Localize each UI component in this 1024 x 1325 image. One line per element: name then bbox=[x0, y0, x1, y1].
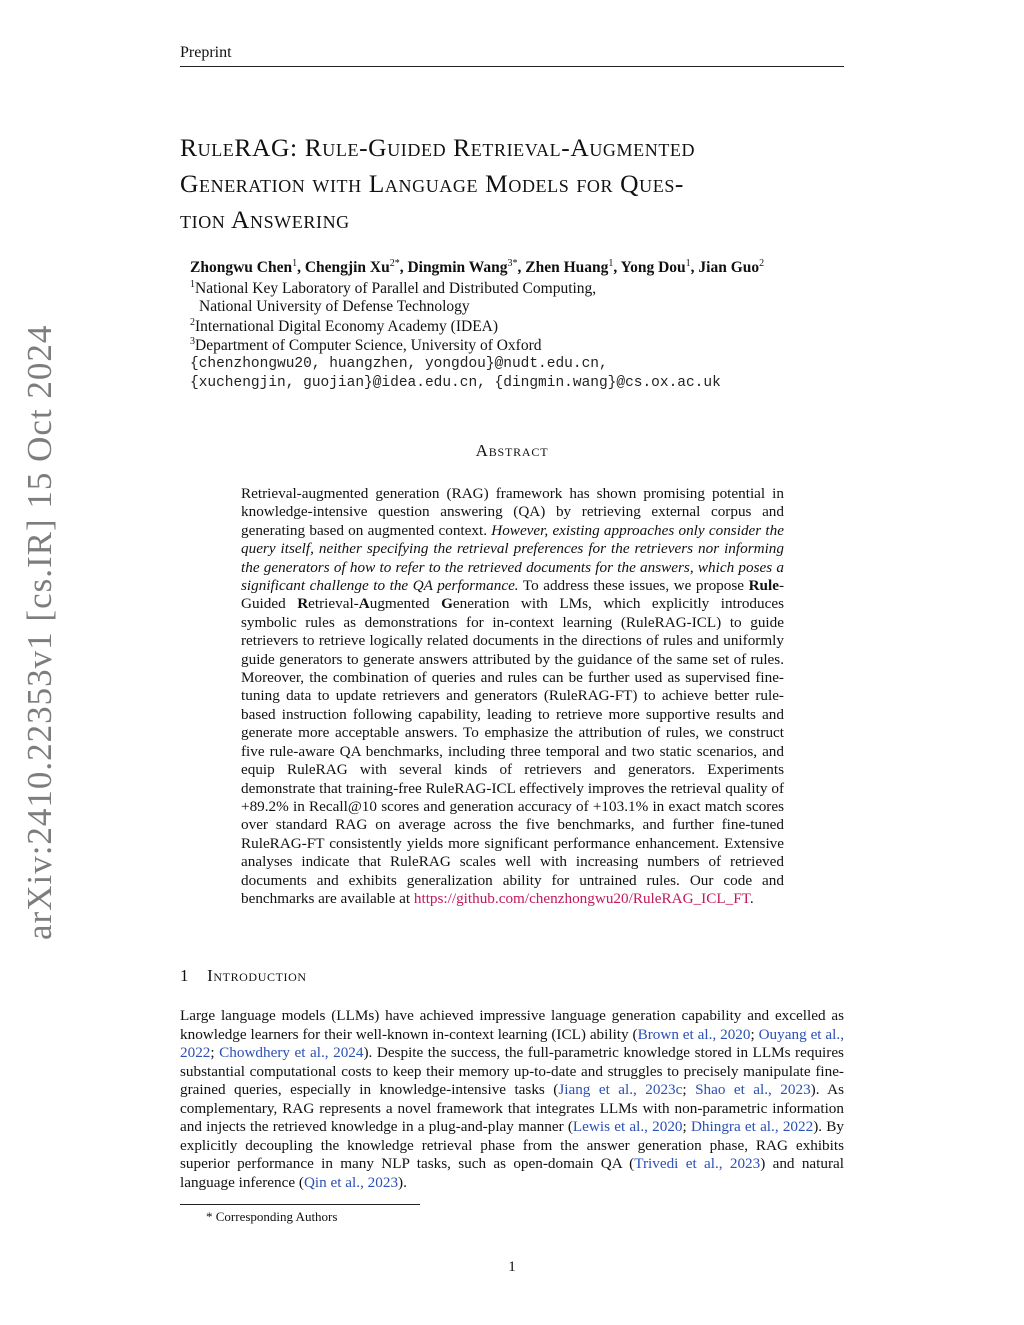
author-sup: 2 bbox=[759, 258, 765, 269]
affiliation-2 bbox=[190, 317, 498, 336]
intro-text: ; bbox=[682, 1081, 696, 1098]
abstract-bold: G bbox=[441, 595, 453, 613]
intro-text: ; bbox=[750, 1025, 759, 1043]
abstract-text: . bbox=[749, 889, 754, 907]
citation-link[interactable]: Lewis et al., 2020 bbox=[572, 1118, 683, 1135]
author-sup: 1 bbox=[608, 258, 614, 269]
abstract-text: -Guided bbox=[241, 577, 784, 613]
author-name: Zhongwu Chen bbox=[190, 259, 293, 277]
title-line-3: tion Answering bbox=[180, 205, 350, 234]
intro-text: ; bbox=[682, 1118, 691, 1135]
intro-text: ). By explicitly decoupling the knowledge retrieval phase from the answer generation phase, RAG exhibits superior performance in many NLP tasks, such as open-domain QA ( bbox=[180, 1118, 844, 1172]
author-list: Zhongwu Chen$^1$, Chengjin $Xu^{2*}$, Dingmin Wang$^{3*}$, Zhen Huang$^1$, Yong Dou$^1$, Jian Guo$^2$ bbox=[190, 258, 765, 277]
citation-link[interactable]: Chowdhery et al., 2024 bbox=[219, 1044, 364, 1061]
section-title: Introduction bbox=[207, 966, 307, 985]
page-number: 1 bbox=[508, 1259, 516, 1275]
section-number: 1 bbox=[180, 966, 190, 985]
intro-text: ; bbox=[210, 1044, 220, 1061]
author-name: Dingmin Wang bbox=[407, 259, 508, 277]
abstract-bold: Rule bbox=[748, 577, 779, 595]
author-name: Zhen Huang bbox=[525, 259, 609, 277]
intro-text: Large language models (LLMs) have achieved impressive language generation capability and excelled as knowledge learners for their well-known in-context learning (ICL) ability ( bbox=[180, 1007, 844, 1043]
arxiv-stamp: arXiv:2410.22353v1 [cs.IR] 15 Oct 2024 bbox=[20, 324, 59, 940]
citation-link[interactable]: Brown et al., 2020 bbox=[637, 1025, 751, 1043]
citation-link[interactable]: Ouyang et al., 2022 bbox=[180, 1025, 844, 1061]
email-line-2: {xuchengjin, guojian}@idea.edu.cn, {dingmin.wang}@cs.ox.ac.uk bbox=[190, 375, 721, 391]
title-line-2: Generation with Language Models for Ques- bbox=[180, 169, 685, 198]
aff-sup: 2 bbox=[190, 317, 195, 328]
abstract-text: To address these issues, we propose bbox=[518, 577, 749, 595]
aff-text: Department of Computer Science, University of Oxford bbox=[195, 337, 542, 355]
author-name: Yong Dou bbox=[620, 259, 686, 277]
abstract-text: etrieval- bbox=[308, 595, 359, 613]
affiliation-3 bbox=[190, 336, 542, 355]
section-heading-introduction bbox=[180, 966, 307, 986]
abstract-bold: R bbox=[297, 595, 309, 613]
introduction-paragraph bbox=[180, 1007, 844, 1192]
email-line-1: {chenzhongwu20, huangzhen, yongdou}@nudt.edu.cn, bbox=[190, 356, 608, 372]
abstract-bold: A bbox=[358, 595, 370, 613]
abstract-text: Retrieval-augmented generation (RAG) framework has shown promising potential in knowledge-intensive question answering (QA) by retrieving external corpus and generating based on augmented context. bbox=[241, 485, 784, 539]
citation-link[interactable]: Qin et al., 2023 bbox=[303, 1173, 399, 1191]
aff-text: International Digital Economy Academy (IDEA) bbox=[195, 318, 499, 336]
abstract-text: ugmented bbox=[369, 595, 442, 613]
abstract-body bbox=[241, 485, 784, 908]
footnote-rule bbox=[180, 1204, 420, 1205]
citation-link[interactable]: Dhingra et al., 2022 bbox=[690, 1118, 814, 1135]
intro-text: ). Despite the success, the full-parametric knowledge stored in LLMs requires substantial computational costs to keep their memory up-to-date and struggles to precisely manipulate fine-grained queries, especially in knowledge-intensive tasks ( bbox=[180, 1044, 844, 1098]
abstract-italic: However, existing approaches only consider the query itself, neither specifying the retrieval preferences for the retrievers nor informing the generators of how to refer to the retrieved documents for the answers, which poses a significant challenge to the QA performance. bbox=[241, 521, 784, 595]
code-link[interactable]: https://github.com/chenzhongwu20/RuleRAG_ICL_FT bbox=[413, 889, 750, 907]
author-name: Jian Guo bbox=[698, 259, 760, 277]
aff-text: National Key Laboratory of Parallel and Distributed Computing, bbox=[195, 280, 597, 298]
title-line-1: RuleRAG: Rule-Guided Retrieval-Augmented bbox=[180, 133, 696, 162]
intro-text: ). As complementary, RAG represents a novel framework that integrates LLMs with non-parametric information and injects the retrieved knowledge in a plug-and-play manner ( bbox=[180, 1081, 845, 1135]
author-sup: 1 bbox=[685, 258, 691, 269]
author-name: Chengjin Xu bbox=[304, 259, 390, 277]
intro-text: ). bbox=[398, 1173, 407, 1191]
abstract-text: eneration with LMs, which explicitly introduces symbolic rules as demonstrations for in-context learning (RuleRAG-ICL) to guide retrievers to retrieve logically related documents in the directions of rules and uniformly guide generators to generate answers attributed by the guidance of the same set of rules. Moreover, the combination of queries and rules can be further used as supervised fine-tuning data to update retrievers and generators (RuleRAG-FT) to achieve better rule-based instruction following capability, leading to retrieve more supportive results and generate more acceptable answers. To emphasize the attribution of rules, we construct five rule-aware QA benchmarks, including three temporal and two static scenarios, and equip RuleRAG with several kinds of retrievers and generators. Experiments demonstrate that training-free RuleRAG-ICL effectively improves the retrieval quality of +89.2% in Recall@10 scores and generation accuracy of +103.1% in exact match scores over standard RAG on average across the five benchmarks, and further fine-tuned RuleRAG-FT consistently yields more significant performance enhancement. Extensive analyses indicate that RuleRAG scales well with increasing numbers of retrieved documents and exhibits generalization ability for untrained rules. Our code and benchmarks are available at bbox=[241, 595, 785, 907]
footnote: * Corresponding Authors bbox=[206, 1209, 338, 1224]
author-sup: 1 bbox=[292, 258, 298, 269]
aff-sup: 1 bbox=[190, 279, 195, 290]
affiliation-1 bbox=[190, 279, 596, 298]
affiliation-1-cont: National University of Defense Technology bbox=[199, 298, 470, 315]
abstract-heading: Abstract bbox=[475, 441, 549, 460]
aff-sup: 3 bbox=[190, 336, 195, 347]
author-sup: 3* bbox=[507, 258, 518, 269]
header-rule bbox=[180, 66, 844, 67]
intro-text: ) and natural language inference ( bbox=[180, 1155, 845, 1191]
citation-link[interactable]: Trivedi et al., 2023 bbox=[634, 1155, 761, 1172]
running-header: Preprint bbox=[180, 44, 232, 61]
author-sup: 2* bbox=[389, 258, 400, 269]
citation-link[interactable]: Jiang et al., 2023c bbox=[558, 1081, 683, 1098]
paper-title bbox=[180, 130, 850, 238]
citation-link[interactable]: Shao et al., 2023 bbox=[695, 1081, 811, 1098]
